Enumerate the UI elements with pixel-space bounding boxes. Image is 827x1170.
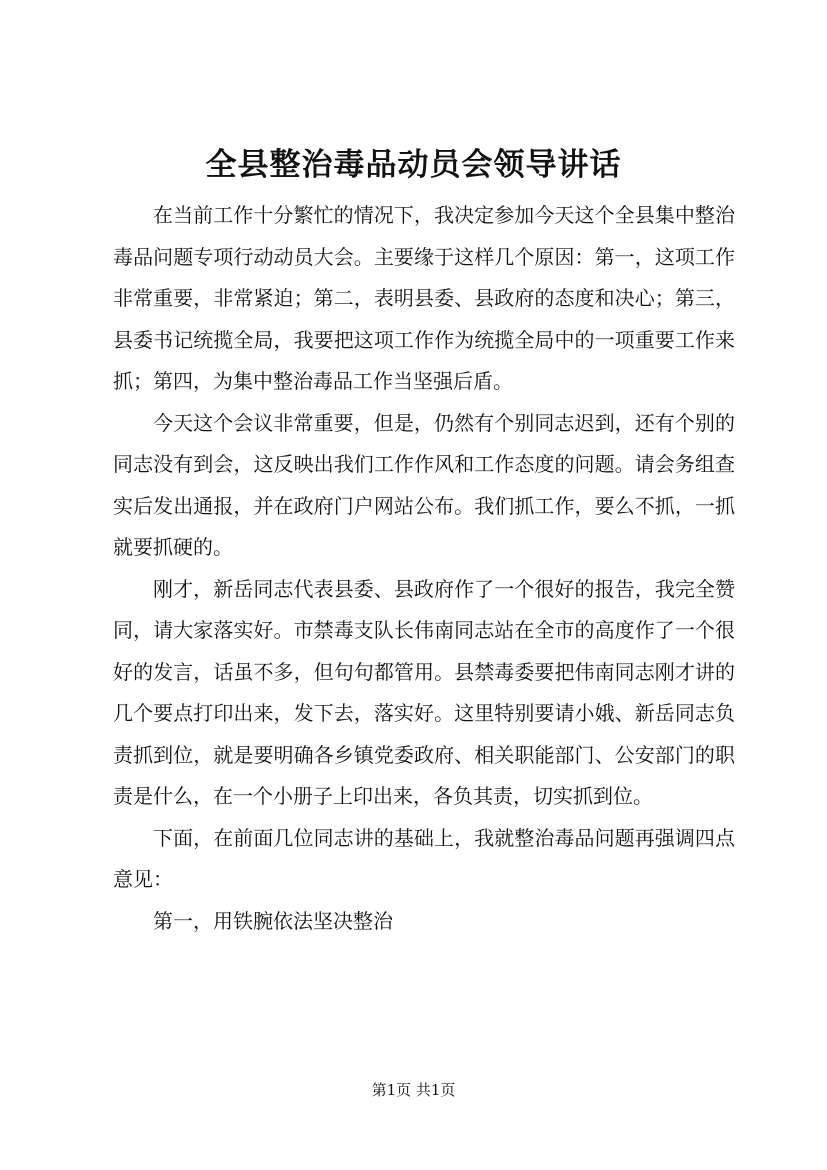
document-body (113, 195, 735, 942)
paragraph-1: 在当前工作十分繁忙的情况下，我决定参加今天这个全县集中整治毒品问题专项行动动员大会。主要缘于这样几个原因：第一，这项工作非常重要，非常紧迫；第二，表明县委、县政府的态度和决心；第三，县委书记统揽全局，我要把这项工作作为统揽全局中的一项重要工作来抓；第四，为集中整治毒品工作当坚强后盾。 (113, 203, 735, 393)
paragraph-4: 下面，在前面几位同志讲的基础上，我就整治毒品问题再强调四点意见： (113, 825, 735, 891)
document-title: 全县整治毒品动员会领导讲话 (205, 147, 622, 183)
paragraph-2: 今天这个会议非常重要，但是，仍然有个别同志迟到，还有个别的同志没有到会，这反映出我们工作作风和工作态度的问题。请会务组查实后发出通报，并在政府门户网站公布。我们抓工作，要么不抓，一抓就要抓硬的。 (113, 410, 735, 559)
page-footer: 第1页 共1页 (371, 1081, 456, 1099)
paragraph-3: 刚才，新岳同志代表县委、县政府作了一个很好的报告，我完全赞同，请大家落实好。市禁毒支队长伟南同志站在全市的高度作了一个很好的发言，话虽不多，但句句都管用。县禁毒委要把伟南同志刚才讲的几个要点打印出来，发下去，落实好。这里特别要请小娥、新岳同志负责抓到位，就是要明确各乡镇党委政府、相关职能部门、公安部门的职责是什么，在一个小册子上印出来，各负其责，切实抓到位。 (113, 576, 735, 808)
paragraph-5: 第一，用铁腕依法坚决整治 (153, 908, 393, 933)
